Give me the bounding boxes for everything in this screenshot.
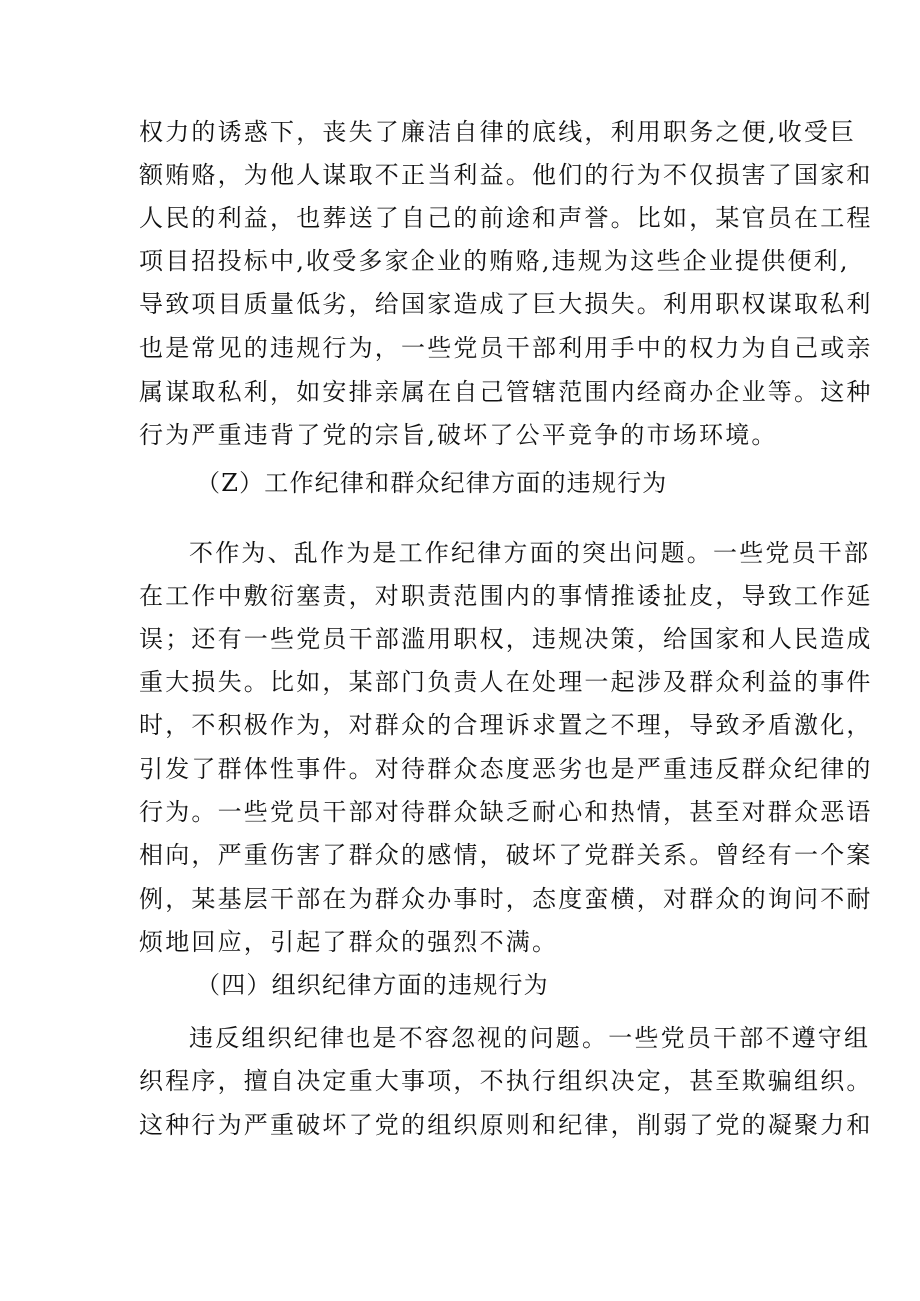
paragraph-3-line-3: 这种行为严重破坏了党的组织原则和纪律，削弱了党的凝聚力和 <box>139 1111 873 1139</box>
paragraph-1-line-4: 项目招投标中,收受多家企业的贿赂,违规为这些企业提供便利, <box>139 247 850 275</box>
paragraph-1-line-7: 属谋取私利，如安排亲属在自己管辖范围内经商办企业等。这种 <box>139 378 873 406</box>
paragraph-2-line-2: 在工作中敷衍塞责，对职责范围内的事情推诿扯皮，导致工作延 <box>139 582 873 610</box>
paragraph-1-line-1: 权力的诱惑下，丧失了廉洁自律的底线，利用职务之便,收受巨 <box>139 118 857 146</box>
section-heading-work-mass-discipline: （Z）工作纪律和群众纪律方面的违规行为 <box>196 469 668 497</box>
paragraph-3-line-1: 违反组织纪律也是不容忽视的问题。一些党员干部不遵守组 <box>189 1024 871 1052</box>
paragraph-2-line-7: 行为。一些党员干部对待群众缺乏耐心和热情，甚至对群众恶语 <box>139 798 873 826</box>
paragraph-1-line-2: 额贿赂，为他人谋取不正当利益。他们的行为不仅损害了国家和 <box>139 161 873 189</box>
paragraph-1-line-8: 行为严重违背了党的宗旨,破坏了公平竞争的市场环境。 <box>139 421 778 449</box>
paragraph-3-line-2: 织程序，擅自决定重大事项，不执行组织决定，甚至欺骗组织。 <box>139 1067 873 1095</box>
paragraph-1-line-6: 也是常见的违规行为，一些党员干部利用手中的权力为自己或亲 <box>139 334 873 362</box>
paragraph-1-line-3: 人民的利益，也葬送了自己的前途和声誉。比如，某官员在工程 <box>139 204 873 232</box>
paragraph-2-line-6: 引发了群体性事件。对待群众态度恶劣也是严重违反群众纪律的 <box>139 755 873 783</box>
paragraph-2-line-5: 时，不积极作为，对群众的合理诉求置之不理，导致矛盾激化， <box>139 711 873 739</box>
paragraph-2-line-4: 重大损失。比如，某部门负责人在处理一起涉及群众利益的事件 <box>139 668 873 696</box>
paragraph-2-line-8: 相向，严重伤害了群众的感情，破坏了党群关系。曾经有一个案 <box>139 841 873 869</box>
paragraph-1-line-5: 导致项目质量低劣，给国家造成了巨大损失。利用职权谋取私利 <box>139 290 873 318</box>
paragraph-2-line-3: 误；还有一些党员干部滥用职权，违规决策，给国家和人民造成 <box>139 625 873 653</box>
section-heading-organization-discipline: （四）组织纪律方面的违规行为 <box>196 971 549 999</box>
paragraph-2-line-9: 例，某基层干部在为群众办事时，态度蛮横，对群众的询问不耐 <box>139 885 873 913</box>
paragraph-2-line-1: 不作为、乱作为是工作纪律方面的突出问题。一些党员干部 <box>189 539 871 567</box>
paragraph-2-line-10: 烦地回应，引起了群众的强烈不满。 <box>139 928 559 956</box>
